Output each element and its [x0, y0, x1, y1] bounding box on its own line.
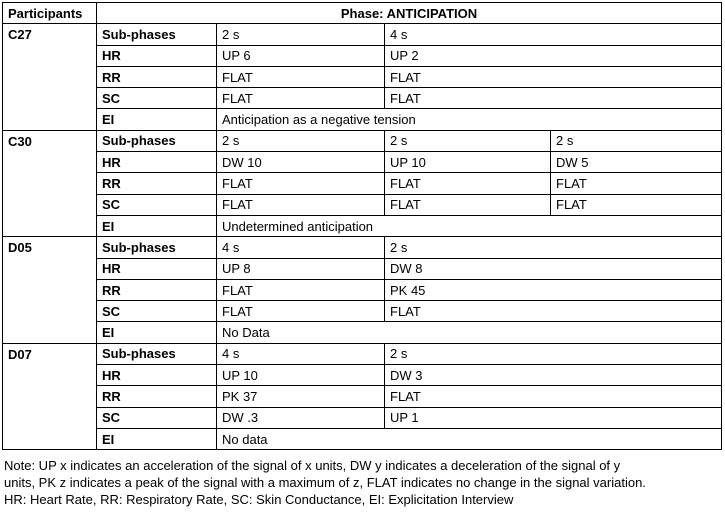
measure-value-cell: FLAT — [385, 173, 551, 194]
participant-id: D05 — [3, 237, 97, 343]
subphase-cell: 2 s — [385, 343, 722, 364]
table-row — [3, 109, 722, 130]
measure-value-cell: FLAT — [217, 301, 385, 322]
table-row — [3, 215, 722, 236]
measure-label: RR — [97, 173, 217, 194]
measure-label: RR — [97, 279, 217, 300]
measure-value-cell: FLAT — [217, 66, 385, 87]
participants-header: Participants — [3, 3, 97, 24]
table-row — [3, 322, 722, 343]
measure-label: RR — [97, 386, 217, 407]
measure-value-cell: FLAT — [217, 173, 385, 194]
participant-id: C27 — [3, 24, 97, 130]
table-row — [3, 343, 722, 364]
measure-value-cell: UP 10 — [385, 152, 551, 173]
measure-label: HR — [97, 45, 217, 66]
measure-value-cell: FLAT — [385, 88, 722, 109]
table-row — [3, 45, 722, 66]
participant-id: C30 — [3, 130, 97, 236]
measure-value-cell: FLAT — [385, 66, 722, 87]
measure-value-cell: DW 8 — [385, 258, 722, 279]
table-row — [3, 152, 722, 173]
measure-label: RR — [97, 66, 217, 87]
table-row — [3, 237, 722, 258]
measure-value-cell: DW .3 — [217, 407, 385, 428]
subphase-cell: 4 s — [217, 343, 385, 364]
table-row — [3, 301, 722, 322]
measure-value-cell: DW 3 — [385, 365, 722, 386]
table-row — [3, 194, 722, 215]
measure-label: SC — [97, 88, 217, 109]
ei-label: EI — [97, 215, 217, 236]
table-row — [3, 88, 722, 109]
subphases-label: Sub-phases — [97, 237, 217, 258]
table-row — [3, 279, 722, 300]
measure-value-cell: FLAT — [551, 194, 722, 215]
subphases-label: Sub-phases — [97, 24, 217, 45]
table-row — [3, 173, 722, 194]
measure-label: HR — [97, 152, 217, 173]
measure-value-cell: FLAT — [551, 173, 722, 194]
ei-value: Undetermined anticipation — [217, 215, 722, 236]
table-row — [3, 66, 722, 87]
measure-value-cell: FLAT — [385, 301, 722, 322]
ei-value: No data — [217, 428, 722, 449]
note-line: units, PK z indicates a peak of the signal with a maximum of z, FLAT indicates no change in the signal variation. — [4, 475, 646, 490]
table-row — [3, 407, 722, 428]
table-row — [3, 130, 722, 151]
measure-value-cell: FLAT — [217, 194, 385, 215]
table-row — [3, 24, 722, 45]
table-row — [3, 258, 722, 279]
ei-label: EI — [97, 109, 217, 130]
measure-value-cell: UP 1 — [385, 407, 722, 428]
note-line: Note: UP x indicates an acceleration of the signal of x units, DW y indicates a deceleration of the signal of y — [4, 458, 621, 473]
subphase-cell: 2 s — [551, 130, 722, 151]
subphase-cell: 2 s — [217, 130, 385, 151]
ei-label: EI — [97, 322, 217, 343]
ei-value: Anticipation as a negative tension — [217, 109, 722, 130]
table-row — [3, 428, 722, 449]
phase-header: Phase: ANTICIPATION — [97, 3, 722, 24]
measure-value-cell: FLAT — [217, 279, 385, 300]
measure-label: HR — [97, 258, 217, 279]
subphases-label: Sub-phases — [97, 130, 217, 151]
table-body — [3, 3, 722, 450]
measure-label: SC — [97, 301, 217, 322]
subphase-cell: 2 s — [217, 24, 385, 45]
table-note — [4, 457, 720, 508]
participant-id: D07 — [3, 343, 97, 449]
subphase-cell: 4 s — [217, 237, 385, 258]
measure-value-cell: PK 37 — [217, 386, 385, 407]
measure-value-cell: UP 10 — [217, 365, 385, 386]
measure-value-cell: UP 6 — [217, 45, 385, 66]
measure-label: SC — [97, 407, 217, 428]
subphase-cell: 2 s — [385, 237, 722, 258]
ei-label: EI — [97, 428, 217, 449]
table-row — [3, 386, 722, 407]
note-line: HR: Heart Rate, RR: Respiratory Rate, SC: Skin Conductance, EI: Explicitation Interview — [4, 492, 514, 507]
measure-value-cell: PK 45 — [385, 279, 722, 300]
measure-value-cell: DW 5 — [551, 152, 722, 173]
anticipation-table — [2, 2, 722, 450]
subphase-cell: 4 s — [385, 24, 722, 45]
measure-value-cell: UP 2 — [385, 45, 722, 66]
subphase-cell: 2 s — [385, 130, 551, 151]
measure-value-cell: FLAT — [385, 194, 551, 215]
table-row — [3, 365, 722, 386]
measure-label: SC — [97, 194, 217, 215]
measure-value-cell: UP 8 — [217, 258, 385, 279]
subphases-label: Sub-phases — [97, 343, 217, 364]
measure-label: HR — [97, 365, 217, 386]
measure-value-cell: FLAT — [385, 386, 722, 407]
header-row — [3, 3, 722, 24]
measure-value-cell: FLAT — [217, 88, 385, 109]
measure-value-cell: DW 10 — [217, 152, 385, 173]
ei-value: No Data — [217, 322, 722, 343]
